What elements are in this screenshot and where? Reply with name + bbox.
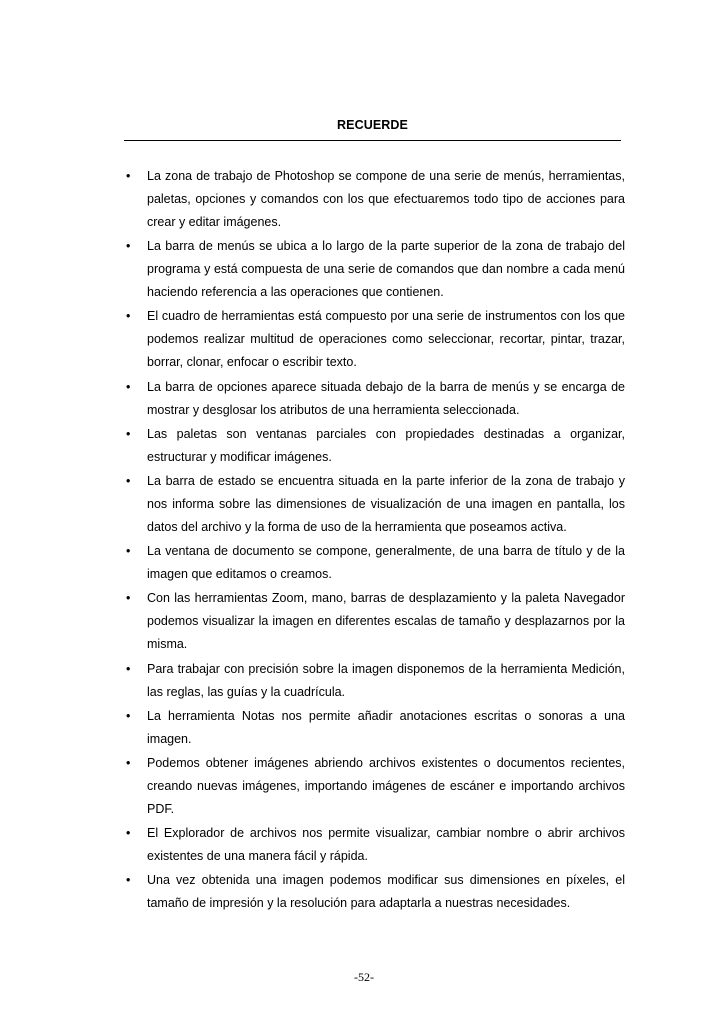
summary-list [0,165,728,916]
list-item [0,540,728,586]
list-item [0,423,728,469]
list-item-text: El Explorador de archivos nos permite visualizar, cambiar nombre o abrir archivos existentes de una manera fácil y rápida. [147,826,625,864]
list-item-text: Podemos obtener imágenes abriendo archivos existentes o documentos recientes, creando nuevas imágenes, importando imágenes de escáner e importando archivos PDF. [147,755,625,816]
bullet-icon: • [126,591,131,606]
list-item [0,869,728,915]
bullet-icon: • [126,473,131,488]
bullet-icon: • [126,873,131,888]
list-item-text: Para trabajar con precisión sobre la imagen disponemos de la herramienta Medición, las reglas, las guías y la cuadrícula. [147,661,625,699]
list-item-text: La ventana de documento se compone, generalmente, de una barra de título y de la imagen que editamos o creamos. [147,544,625,582]
list-item [0,305,728,374]
bullet-icon: • [126,708,131,723]
list-item-text: La herramienta Notas nos permite añadir anotaciones escritas o sonoras a una imagen. [147,708,625,746]
list-item-text: La zona de trabajo de Photoshop se compone de una serie de menús, herramientas, paletas, opciones y comandos con los que efectuaremos todo tipo de acciones para crear y editar imágenes. [147,169,625,229]
list-item [0,376,728,422]
bullet-icon: • [126,239,131,254]
page-number: -52- [354,970,374,984]
list-item-text: Las paletas son ventanas parciales con propiedades destinadas a organizar, estructurar y modificar imágenes. [147,426,625,464]
list-item [0,752,728,821]
list-item-text: El cuadro de herramientas está compuesto por una serie de instrumentos con los que podemos realizar multitud de operaciones como seleccionar, recortar, pintar, trazar, borrar, clonar, enfocar o escribir texto. [147,309,625,370]
list-item-text: La barra de menús se ubica a lo largo de la parte superior de la zona de trabajo del programa y está compuesta de una serie de comandos que dan nombre a cada menú haciendo referencia a las operaciones que contienen. [147,239,625,300]
page-title: RECUERDE [337,118,408,132]
bullet-icon: • [126,826,131,841]
list-item-text: Con las herramientas Zoom, mano, barras de desplazamiento y la paleta Navegador podemos visualizar la imagen en diferentes escalas de tamaño y desplazarnos por la misma. [147,591,625,652]
title-divider [124,140,621,141]
list-item-text: La barra de estado se encuentra situada en la parte inferior de la zona de trabajo y nos informa sobre las dimensiones de visualización de una imagen en pantalla, los datos del archivo y la forma de uso de la herramienta que poseamos activa. [147,473,625,534]
list-item [0,587,728,656]
list-item [0,470,728,539]
bullet-icon: • [126,426,131,441]
list-item-text: Una vez obtenida una imagen podemos modificar sus dimensiones en píxeles, el tamaño de impresión y la resolución para adaptarla a nuestras necesidades. [147,873,625,911]
bullet-icon: • [126,661,131,676]
bullet-icon: • [126,755,131,770]
bullet-icon: • [126,544,131,559]
list-item [0,658,728,704]
bullet-icon: • [126,169,131,183]
list-item [0,822,728,868]
list-item [0,705,728,751]
bullet-icon: • [126,379,131,394]
list-item [0,235,728,304]
bullet-icon: • [126,309,131,324]
list-item [0,165,728,234]
list-item-text: La barra de opciones aparece situada debajo de la barra de menús y se encarga de mostrar y desglosar los atributos de una herramienta seleccionada. [147,379,625,417]
